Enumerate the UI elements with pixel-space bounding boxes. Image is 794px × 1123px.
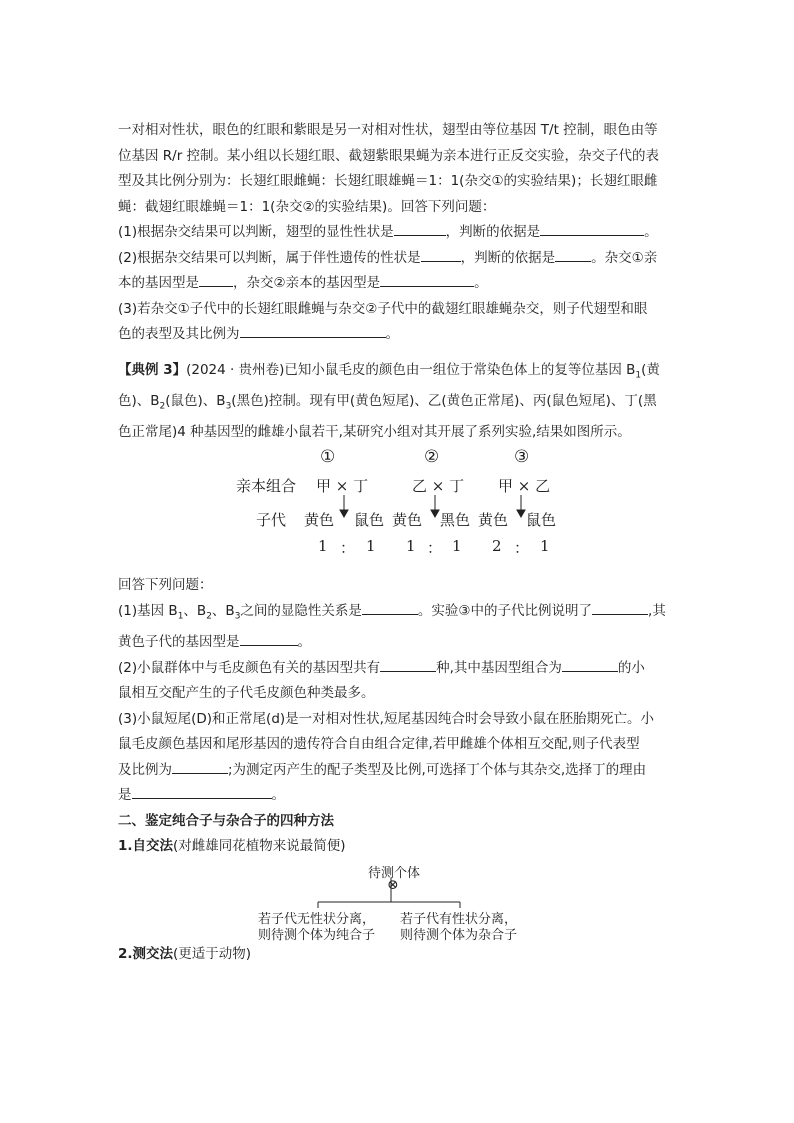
example-question-2-cont: 鼠相互交配产生的子代毛皮颜色种类最多。 bbox=[118, 685, 375, 702]
paragraph-line: 型及其比例分别为：长翅红眼雌蝇：长翅红眼雄蝇＝1：1(杂交①的实验结果)；长翅红眼雌 bbox=[118, 173, 658, 189]
ratio-value: 1 bbox=[540, 537, 550, 556]
method-1-heading: 1.自交法(对雌雄同花植物来说最简便) bbox=[118, 838, 346, 855]
example-question-3-cont: 是 。 bbox=[118, 783, 678, 809]
parent-combo: 乙 × 丁 bbox=[412, 477, 465, 496]
section-heading: 二、鉴定纯合子与杂合子的四种方法 bbox=[118, 812, 334, 829]
answer-blank[interactable] bbox=[172, 759, 228, 774]
answer-blank[interactable] bbox=[555, 247, 591, 262]
answer-blank[interactable] bbox=[394, 221, 446, 236]
ratio-colon: ： bbox=[340, 539, 356, 558]
offspring-phenotype: 鼠色 bbox=[354, 511, 385, 530]
paragraph-line: 一对相对性状，眼色的红眼和紫眼是另一对相对性状，翅型由等位基因 T/t 控制，眼色由等 bbox=[118, 122, 658, 138]
ratio-colon: ： bbox=[427, 539, 443, 558]
method-2-heading: 2.测交法(更适于动物) bbox=[118, 945, 252, 962]
answer-blank[interactable] bbox=[380, 272, 474, 287]
parent-combo: 甲 × 丁 bbox=[316, 477, 369, 496]
answer-blank[interactable] bbox=[199, 272, 233, 287]
example-question-1: (1)基因 $B_1$、$B_2$、$B_3$之间的显隐性关系是 。实验③中的子代比例说明了 ,其 bbox=[118, 599, 678, 630]
parent-combo: 甲 × 乙 bbox=[498, 477, 551, 496]
answer-blank[interactable] bbox=[132, 784, 272, 799]
offspring-phenotype: 黄色 bbox=[304, 511, 335, 530]
ratio-value: 1 bbox=[366, 537, 376, 556]
document-body bbox=[118, 118, 678, 967]
answer-blank[interactable] bbox=[592, 600, 648, 615]
example-question-1-cont: 黄色子代的基因型是 。 bbox=[118, 630, 678, 656]
flow-left-line2: 则待测个体为纯合子 bbox=[258, 927, 376, 943]
example-question-2: (2)小鼠群体中与毛皮颜色有关的基因型共有 种,其中基因型组合为 的小 bbox=[118, 656, 678, 682]
cross-diagram bbox=[118, 445, 678, 573]
example-3-line: 色正常尾)4 种基因型的雌雄小鼠若干,某研究小组对其开展了系列实验,结果如图所示。 bbox=[118, 423, 631, 440]
row-label-child: 子代 bbox=[256, 511, 287, 530]
example-3-line: 色)、$B_2$(鼠色)、$B_3$(黑色)控制。现有甲(黄色短尾)、乙(黄色正常尾)、丙(鼠色短尾)、丁(黑 bbox=[118, 392, 657, 412]
example-question-3-cont: 鼠毛皮颜色基因和尾形基因的遗传符合自由组合定律,若甲雌雄个体相互交配,则子代表型 bbox=[118, 736, 640, 753]
question-2-cont: 本的基因型是 ，杂交②亲本的基因型是 。 bbox=[118, 271, 678, 297]
offspring-phenotype: 黄色 bbox=[392, 511, 423, 530]
offspring-phenotype: 黑色 bbox=[440, 511, 471, 530]
cross-number: ① bbox=[320, 447, 336, 468]
ratio-value: 1 bbox=[318, 537, 328, 556]
selfing-symbol-icon: ⊗ bbox=[387, 876, 399, 893]
question-2: (2)根据杂交结果可以判断，属于伴性遗传的性状是 ，判断的依据是 。杂交①亲 bbox=[118, 246, 678, 272]
question-1: (1)根据杂交结果可以判断，翅型的显性性状是 ，判断的依据是 。 bbox=[118, 220, 678, 246]
cross-number: ③ bbox=[514, 447, 530, 468]
offspring-phenotype: 鼠色 bbox=[526, 511, 557, 530]
row-label-parent: 亲本组合 bbox=[236, 477, 297, 496]
selfing-flowchart bbox=[118, 860, 678, 942]
answer-blank[interactable] bbox=[421, 247, 461, 262]
cross-number: ② bbox=[424, 447, 440, 468]
answer-blank[interactable] bbox=[362, 600, 418, 615]
example-question-3: (3)小鼠短尾(D)和正常尾(d)是一对相对性状,短尾基因纯合时会导致小鼠在胚胎期死亡。小 bbox=[118, 710, 654, 727]
flow-connectors bbox=[248, 878, 468, 908]
flow-right-line1: 若子代有性状分离， bbox=[400, 911, 518, 927]
answer-blank[interactable] bbox=[240, 631, 298, 646]
flow-left-line1: 若子代无性状分离， bbox=[258, 911, 376, 927]
paragraph-line: 位基因 R/r 控制。某小组以长翅红眼、截翅紫眼果蝇为亲本进行正反交实验，杂交子代的表 bbox=[118, 147, 660, 164]
question-3-cont: 色的表型及其比例为 。 bbox=[118, 322, 678, 348]
answer-blank[interactable] bbox=[562, 657, 618, 672]
answer-blank[interactable] bbox=[240, 323, 386, 338]
question-3: (3)若杂交①子代中的长翅红眼雌蝇与杂交②子代中的截翅红眼雄蝇杂交，则子代翅型和眼 bbox=[118, 300, 648, 317]
answer-intro: 回答下列问题： bbox=[118, 577, 213, 594]
example-3-line: 【典例 3】(2024 · 贵州卷)已知小鼠毛皮的颜色由一组位于常染色体上的复等位基因 $B_1$(黄 bbox=[118, 361, 660, 381]
paragraph-line: 蝇：截翅红眼雄蝇＝1：1(杂交②的实验结果)。回答下列问题： bbox=[118, 198, 496, 215]
offspring-phenotype: 黄色 bbox=[478, 511, 509, 530]
flow-top-label: 待测个体 bbox=[368, 865, 421, 881]
ratio-value: 2 bbox=[492, 537, 502, 556]
ratio-value: 1 bbox=[452, 537, 462, 556]
example-tag: 【典例 3】 bbox=[118, 361, 187, 378]
flow-right-line2: 则待测个体为杂合子 bbox=[400, 927, 518, 943]
answer-blank[interactable] bbox=[540, 221, 644, 236]
answer-blank[interactable] bbox=[380, 657, 436, 672]
ratio-value: 1 bbox=[406, 537, 416, 556]
example-question-3-cont: 及比例为 ;为测定丙产生的配子类型及比例,可选择丁个体与其杂交,选择丁的理由 bbox=[118, 758, 678, 784]
ratio-colon: ： bbox=[514, 539, 530, 558]
